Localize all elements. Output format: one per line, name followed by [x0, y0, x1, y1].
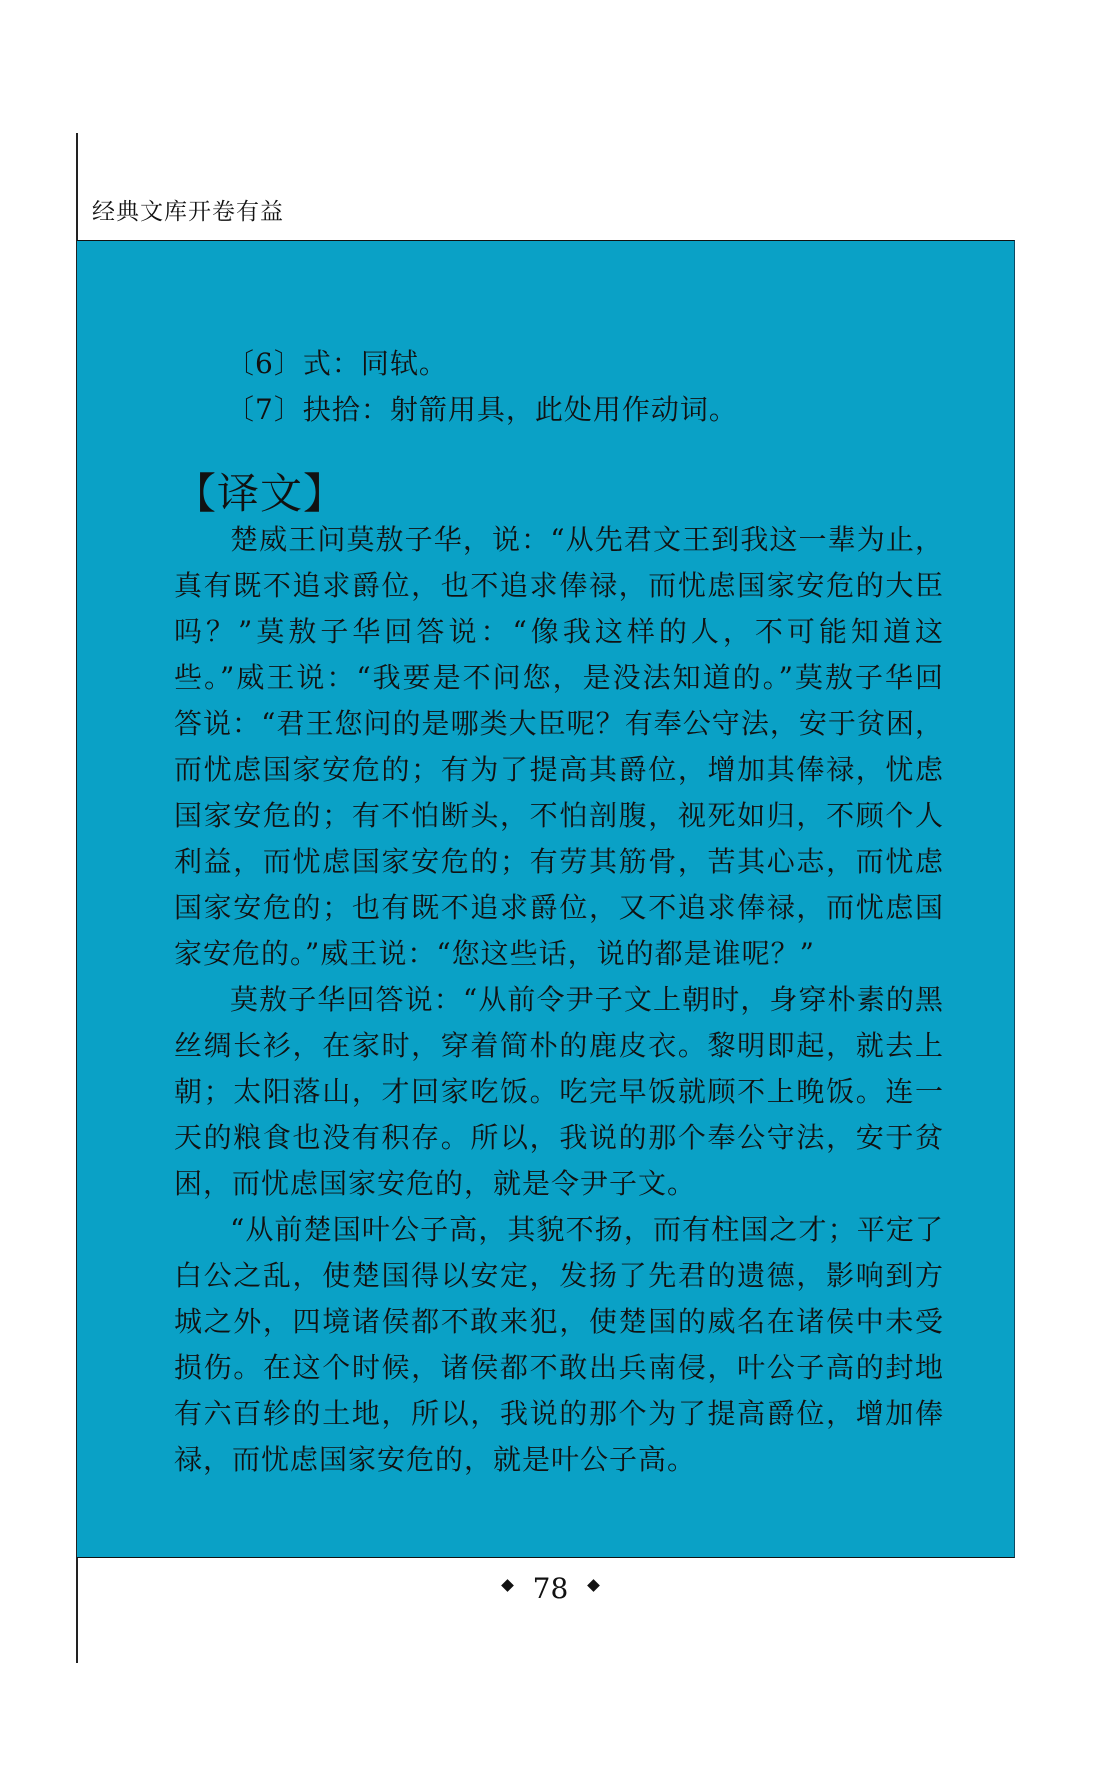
page-number: 78: [532, 1571, 569, 1605]
page-footer: [0, 1569, 1101, 1607]
diamond-icon-left: [501, 1579, 514, 1592]
note-6: 〔6〕式：同轼。: [226, 347, 448, 380]
running-header: 经典文库开卷有益: [92, 199, 284, 225]
translation-paragraph-3: “从前楚国叶公子高，其貌不扬，而有柱国之才；平定了白公之乱，使楚国得以安定，发扬了先君的遗德，影响到方城之外，四境诸侯都不敢来犯，使楚国的威名在诸侯中未受损伤。在这个时候，诸侯都不敢出兵南侵，叶公子高的封地有六百轸的土地，所以，我说的那个为了提高爵位，增加俸禄，而忧虑国家安危的，就是叶公子高。: [174, 1213, 944, 1476]
content-panel: [77, 240, 1015, 1558]
translation-paragraph-1: 楚威王问莫敖子华，说：“从先君文王到我这一辈为止，真有既不追求爵位，也不追求俸禄，而忧虑国家安危的大臣吗？”莫敖子华回答说：“像我这样的人，不可能知道这些。”威王说：“我要是不问您，是没法知道的。”莫敖子华回答说：“君王您问的是哪类大臣呢？有奉公守法，安于贫困，而忧虑国家安危的；有为了提高其爵位，增加其俸禄，忧虑国家安危的；有不怕断头，不怕剖腹，视死如归，不顾个人利益，而忧虑国家安危的；有劳其筋骨，苦其心志，而忧虑国家安危的；也有既不追求爵位，又不追求俸禄，而忧虑国家安危的。”威王说：“您这些话，说的都是谁呢？”: [174, 523, 944, 970]
translation-paragraph-2: 莫敖子华回答说：“从前令尹子文上朝时，身穿朴素的黑丝绸长衫，在家时，穿着简朴的鹿皮衣。黎明即起，就去上朝；太阳落山，才回家吃饭。吃完早饭就顾不上晚饭。连一天的粮食也没有积存。所以，我说的那个奉公守法，安于贫困，而忧虑国家安危的，就是令尹子文。: [174, 983, 944, 1200]
page-content: [174, 341, 944, 1483]
note-7: 〔7〕抉拾：射箭用具，此处用作动词。: [226, 393, 738, 426]
diamond-icon-right: [587, 1579, 600, 1592]
translation-heading: 【译文】: [174, 469, 347, 518]
